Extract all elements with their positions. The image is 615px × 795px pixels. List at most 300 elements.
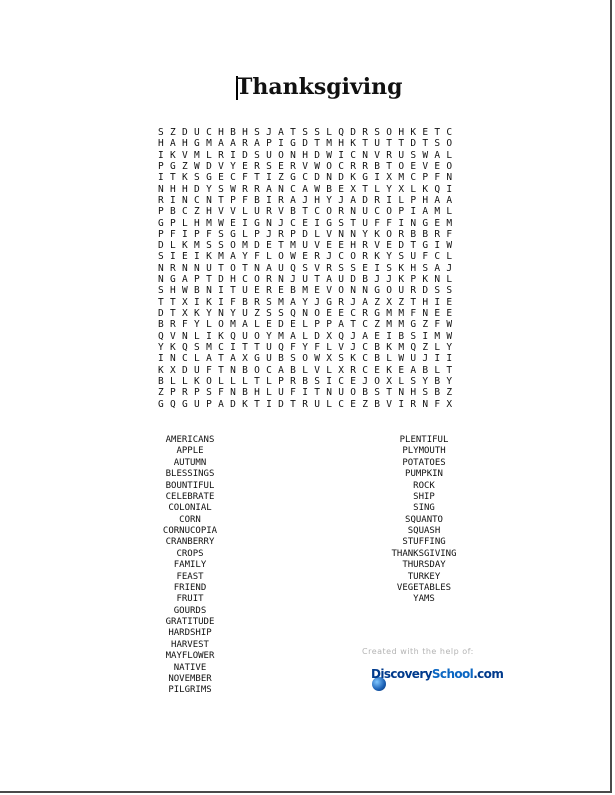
grid-letter: I <box>158 149 164 161</box>
grid-letter: J <box>326 251 332 263</box>
grid-letter: A <box>326 274 332 286</box>
grid-letter: H <box>242 127 248 138</box>
grid-letter: J <box>386 274 393 286</box>
grid-letter: H <box>350 240 356 252</box>
grid-letter: M <box>218 251 224 263</box>
word-list-item: HARDSHIP <box>168 628 212 639</box>
grid-letter: I <box>374 262 381 274</box>
grid-letter: E <box>230 217 236 229</box>
grid-letter: U <box>362 206 368 218</box>
grid-letter: U <box>314 398 320 410</box>
word-list-item: FRIEND <box>173 582 207 593</box>
grid-letter: N <box>266 217 272 229</box>
grid-letter: E <box>386 240 393 252</box>
grid-letter: U <box>206 262 212 274</box>
grid-letter: U <box>266 353 272 365</box>
grid-letter: Z <box>422 341 429 353</box>
grid-letter: A <box>434 262 441 274</box>
word-list-item: PUMPKIN <box>405 469 443 480</box>
grid-letter: S <box>158 127 164 138</box>
grid-letter: N <box>278 274 284 286</box>
grid-letter: U <box>410 251 417 263</box>
grid-letter: X <box>182 296 188 308</box>
grid-letter: L <box>446 149 453 161</box>
grid-letter: R <box>266 274 272 286</box>
grid-letter: U <box>194 364 200 376</box>
grid-letter: N <box>350 285 356 297</box>
grid-letter: T <box>278 240 284 252</box>
grid-letter: U <box>254 206 260 218</box>
word-list-item: CELEBRATE <box>165 491 215 502</box>
grid-letter: U <box>374 138 381 150</box>
grid-letter: J <box>350 341 356 353</box>
grid-letter: E <box>254 285 260 297</box>
grid-letter: M <box>398 308 405 319</box>
grid-letter: J <box>374 274 381 286</box>
grid-letter: A <box>266 183 272 195</box>
grid-letter: V <box>326 285 332 297</box>
grid-letter: W <box>230 183 236 195</box>
grid-letter: T <box>302 206 308 218</box>
grid-letter: K <box>422 183 429 195</box>
grid-letter: C <box>266 364 272 376</box>
grid-letter: P <box>410 194 417 206</box>
grid-letter: U <box>362 217 368 229</box>
word-list-item: SQUANTO <box>405 514 443 525</box>
grid-letter: H <box>422 194 429 206</box>
grid-letter: I <box>434 296 441 308</box>
grid-letter: K <box>158 364 164 376</box>
grid-letter: B <box>230 127 236 138</box>
grid-letter: L <box>434 341 441 353</box>
grid-letter: G <box>410 319 417 331</box>
grid-letter: P <box>314 319 320 331</box>
grid-letter: W <box>446 319 453 331</box>
grid-letter: K <box>374 251 381 263</box>
grid-letter: G <box>194 138 200 150</box>
grid-letter: O <box>314 308 320 319</box>
grid-letter: S <box>218 183 224 195</box>
grid-letter: F <box>242 194 248 206</box>
grid-letter: F <box>434 398 441 410</box>
word-list-item: BOUNTIFUL <box>165 480 215 491</box>
grid-letter: G <box>422 217 429 229</box>
page-title: Thanksgiving <box>236 74 403 100</box>
grid-letter: G <box>422 240 429 252</box>
grid-letter: R <box>170 319 176 331</box>
grid-letter: N <box>434 274 441 286</box>
grid-letter: E <box>362 262 368 274</box>
grid-letter: H <box>230 274 236 286</box>
grid-letter: M <box>446 217 453 229</box>
grid-letter: I <box>170 194 176 206</box>
grid-row <box>158 127 458 138</box>
grid-letter: O <box>446 138 453 150</box>
grid-letter: K <box>350 138 356 150</box>
grid-letter: O <box>230 240 236 252</box>
grid-letter: N <box>338 228 344 240</box>
word-list-item: HARVEST <box>171 639 209 650</box>
grid-letter: Z <box>374 296 381 308</box>
grid-letter: Y <box>230 160 236 172</box>
grid-letter: M <box>206 138 212 150</box>
grid-letter: I <box>266 398 272 410</box>
grid-letter: R <box>362 240 368 252</box>
grid-letter: C <box>302 172 308 184</box>
grid-letter: Q <box>170 398 176 410</box>
grid-letter: G <box>254 217 260 229</box>
grid-letter: L <box>398 194 405 206</box>
grid-letter: T <box>386 160 393 172</box>
grid-letter: A <box>290 296 296 308</box>
grid-letter: O <box>218 319 224 331</box>
grid-letter: C <box>182 353 188 365</box>
grid-letter: X <box>242 353 248 365</box>
grid-letter: Z <box>194 206 200 218</box>
grid-letter: Z <box>398 296 405 308</box>
grid-letter: F <box>254 251 260 263</box>
grid-letter: A <box>434 194 441 206</box>
grid-letter: M <box>278 330 284 342</box>
word-list-item: STUFFING <box>402 537 446 548</box>
grid-letter: B <box>242 364 248 376</box>
grid-letter: S <box>158 285 164 297</box>
discoveryschool-logo[interactable] <box>368 667 504 693</box>
grid-letter: S <box>206 387 212 399</box>
grid-letter: E <box>374 364 381 376</box>
grid-letter: R <box>290 375 296 387</box>
grid-letter: L <box>182 375 188 387</box>
grid-row <box>158 138 458 149</box>
grid-letter: R <box>434 228 441 240</box>
grid-row <box>158 319 458 330</box>
word-search-grid <box>158 127 458 410</box>
grid-letter: E <box>446 296 453 308</box>
grid-letter: T <box>242 262 248 274</box>
grid-letter: B <box>434 375 441 387</box>
grid-letter: F <box>374 217 381 229</box>
grid-letter: F <box>230 296 236 308</box>
grid-letter: T <box>290 398 296 410</box>
grid-letter: K <box>422 274 429 286</box>
grid-letter: P <box>194 274 200 286</box>
grid-letter: R <box>242 183 248 195</box>
grid-letter: E <box>422 127 429 138</box>
grid-letter: J <box>422 353 429 365</box>
grid-letter: W <box>446 240 453 252</box>
grid-letter: H <box>170 285 176 297</box>
grid-letter: H <box>194 217 200 229</box>
grid-letter: A <box>182 274 188 286</box>
grid-letter: X <box>326 330 332 342</box>
grid-letter: E <box>326 240 332 252</box>
grid-letter: D <box>350 274 356 286</box>
grid-letter: K <box>386 341 393 353</box>
grid-letter: S <box>302 127 308 138</box>
grid-letter: B <box>374 160 381 172</box>
grid-letter: X <box>170 364 176 376</box>
grid-letter: O <box>278 251 284 263</box>
grid-letter: I <box>266 172 272 184</box>
grid-letter: B <box>254 194 260 206</box>
grid-letter: S <box>398 251 405 263</box>
grid-letter: N <box>422 308 429 319</box>
grid-letter: C <box>242 274 248 286</box>
grid-letter: F <box>410 308 417 319</box>
grid-letter: E <box>350 375 356 387</box>
grid-letter: A <box>230 251 236 263</box>
grid-letter: U <box>242 308 248 319</box>
grid-letter: I <box>338 149 344 161</box>
grid-letter: L <box>326 341 332 353</box>
grid-letter: D <box>182 364 188 376</box>
grid-letter: N <box>158 274 164 286</box>
grid-row <box>158 308 458 319</box>
grid-letter: Z <box>254 308 260 319</box>
grid-letter: N <box>290 149 296 161</box>
grid-letter: M <box>290 240 296 252</box>
grid-letter: A <box>242 319 248 331</box>
grid-letter: R <box>410 285 417 297</box>
grid-letter: O <box>386 228 393 240</box>
grid-letter: S <box>158 251 164 263</box>
grid-letter: C <box>350 149 356 161</box>
grid-letter: B <box>362 387 368 399</box>
grid-letter: G <box>326 217 332 229</box>
grid-letter: A <box>218 138 224 150</box>
grid-letter: I <box>386 194 393 206</box>
grid-letter: B <box>242 387 248 399</box>
grid-letter: H <box>170 183 176 195</box>
grid-letter: F <box>242 172 248 184</box>
grid-letter: S <box>338 217 344 229</box>
grid-letter: I <box>398 398 405 410</box>
grid-letter: E <box>410 160 417 172</box>
grid-letter: U <box>278 387 284 399</box>
grid-letter: R <box>338 206 344 218</box>
grid-letter: B <box>422 228 429 240</box>
grid-letter: G <box>326 296 332 308</box>
grid-letter: S <box>314 127 320 138</box>
grid-letter: V <box>182 149 188 161</box>
word-list-item: AUTUMN <box>173 457 207 468</box>
grid-letter: B <box>158 319 164 331</box>
grid-letter: Y <box>266 330 272 342</box>
grid-letter: I <box>218 285 224 297</box>
grid-letter: J <box>350 296 356 308</box>
grid-letter: M <box>242 240 248 252</box>
grid-letter: A <box>218 398 224 410</box>
grid-letter: T <box>254 172 260 184</box>
grid-letter: G <box>158 398 164 410</box>
grid-letter: R <box>362 308 368 319</box>
grid-letter: Q <box>158 330 164 342</box>
grid-letter: C <box>218 341 224 353</box>
grid-letter: C <box>362 341 368 353</box>
word-list-item: COLONIAL <box>168 503 212 514</box>
grid-letter: D <box>242 149 248 161</box>
grid-letter: Q <box>338 127 344 138</box>
grid-letter: N <box>218 308 224 319</box>
grid-letter: S <box>206 240 212 252</box>
grid-letter: T <box>170 296 176 308</box>
grid-row <box>158 399 458 410</box>
grid-letter: J <box>302 194 308 206</box>
grid-letter: S <box>422 387 429 399</box>
grid-letter: F <box>170 228 176 240</box>
word-list-item: CORN <box>179 514 201 525</box>
grid-letter: Y <box>362 228 368 240</box>
grid-letter: E <box>374 330 381 342</box>
grid-letter: W <box>194 160 200 172</box>
grid-letter: D <box>350 127 356 138</box>
grid-letter: I <box>218 296 224 308</box>
word-list-item: POTATOES <box>402 457 446 468</box>
word-list-right <box>374 435 474 606</box>
grid-letter: T <box>362 183 368 195</box>
grid-letter: R <box>314 251 320 263</box>
grid-letter: D <box>254 240 260 252</box>
grid-letter: S <box>350 262 356 274</box>
grid-letter: P <box>278 375 284 387</box>
grid-letter: R <box>350 160 356 172</box>
word-list-item: TURKEY <box>407 571 441 582</box>
grid-letter: Y <box>206 308 212 319</box>
grid-letter: E <box>314 285 320 297</box>
grid-letter: L <box>410 183 417 195</box>
grid-letter: H <box>182 138 188 150</box>
grid-letter: G <box>362 172 368 184</box>
grid-letter: V <box>338 341 344 353</box>
grid-letter: K <box>398 274 405 286</box>
grid-letter: D <box>206 160 212 172</box>
grid-letter: R <box>182 387 188 399</box>
grid-letter: E <box>242 160 248 172</box>
grid-letter: D <box>422 285 429 297</box>
grid-letter: U <box>194 398 200 410</box>
grid-letter: S <box>266 296 272 308</box>
grid-letter: M <box>398 319 405 331</box>
grid-letter: C <box>446 127 453 138</box>
grid-letter: L <box>374 183 381 195</box>
grid-letter: G <box>170 274 176 286</box>
grid-letter: N <box>302 308 308 319</box>
grid-letter: C <box>194 194 200 206</box>
grid-letter: I <box>434 353 441 365</box>
grid-letter: F <box>206 228 212 240</box>
grid-letter: T <box>218 364 224 376</box>
grid-letter: T <box>242 341 248 353</box>
grid-letter: H <box>338 138 344 150</box>
grid-letter: I <box>314 217 320 229</box>
grid-letter: N <box>230 387 236 399</box>
grid-letter: G <box>374 308 381 319</box>
grid-letter: N <box>194 262 200 274</box>
grid-letter: K <box>206 296 212 308</box>
grid-letter: Z <box>278 172 284 184</box>
grid-letter: P <box>398 206 405 218</box>
grid-letter: N <box>350 228 356 240</box>
grid-letter: Y <box>386 183 393 195</box>
grid-letter: O <box>386 127 393 138</box>
grid-letter: S <box>446 285 453 297</box>
grid-letter: X <box>338 364 344 376</box>
word-list-left <box>140 435 240 697</box>
grid-letter: F <box>206 364 212 376</box>
grid-letter: B <box>194 285 200 297</box>
grid-letter: F <box>314 341 320 353</box>
grid-letter: H <box>218 127 224 138</box>
grid-letter: B <box>290 206 296 218</box>
grid-letter: S <box>290 353 296 365</box>
grid-letter: U <box>302 274 308 286</box>
grid-letter: W <box>422 149 429 161</box>
grid-letter: D <box>314 172 320 184</box>
grid-row <box>158 274 458 285</box>
grid-letter: A <box>302 183 308 195</box>
grid-letter: L <box>242 375 248 387</box>
grid-letter: P <box>206 398 212 410</box>
grid-letter: Y <box>446 375 453 387</box>
grid-letter: E <box>338 308 344 319</box>
grid-letter: P <box>170 217 176 229</box>
grid-letter: E <box>218 172 224 184</box>
grid-row <box>158 172 458 183</box>
grid-letter: O <box>374 375 381 387</box>
grid-letter: T <box>314 138 320 150</box>
grid-letter: B <box>290 364 296 376</box>
grid-letter: R <box>278 228 284 240</box>
grid-letter: C <box>338 398 344 410</box>
grid-letter: M <box>302 285 308 297</box>
grid-letter: J <box>278 217 284 229</box>
grid-letter: H <box>302 149 308 161</box>
grid-letter: R <box>278 194 284 206</box>
grid-letter: N <box>326 387 332 399</box>
word-list-item: FEAST <box>176 571 204 582</box>
grid-letter: M <box>230 319 236 331</box>
grid-letter: Z <box>158 387 164 399</box>
grid-letter: U <box>302 240 308 252</box>
grid-letter: H <box>410 262 417 274</box>
grid-letter: R <box>386 149 393 161</box>
grid-letter: R <box>218 149 224 161</box>
grid-letter: Z <box>374 319 381 331</box>
grid-row <box>158 229 458 240</box>
grid-letter: D <box>194 183 200 195</box>
grid-letter: S <box>266 308 272 319</box>
grid-letter: D <box>314 330 320 342</box>
grid-letter: F <box>386 217 393 229</box>
grid-letter: N <box>170 353 176 365</box>
grid-letter: V <box>422 160 429 172</box>
grid-letter: E <box>446 308 453 319</box>
grid-letter: R <box>170 262 176 274</box>
grid-letter: D <box>362 194 368 206</box>
grid-letter: U <box>242 285 248 297</box>
grid-letter: O <box>338 285 344 297</box>
grid-letter: J <box>266 127 272 138</box>
grid-letter: R <box>302 398 308 410</box>
grid-letter: L <box>446 274 453 286</box>
grid-letter: H <box>206 206 212 218</box>
grid-letter: I <box>302 387 308 399</box>
grid-letter: Q <box>338 330 344 342</box>
logo-part-school: School <box>431 667 474 681</box>
grid-letter: K <box>182 240 188 252</box>
grid-letter: H <box>254 387 260 399</box>
grid-letter: R <box>350 364 356 376</box>
